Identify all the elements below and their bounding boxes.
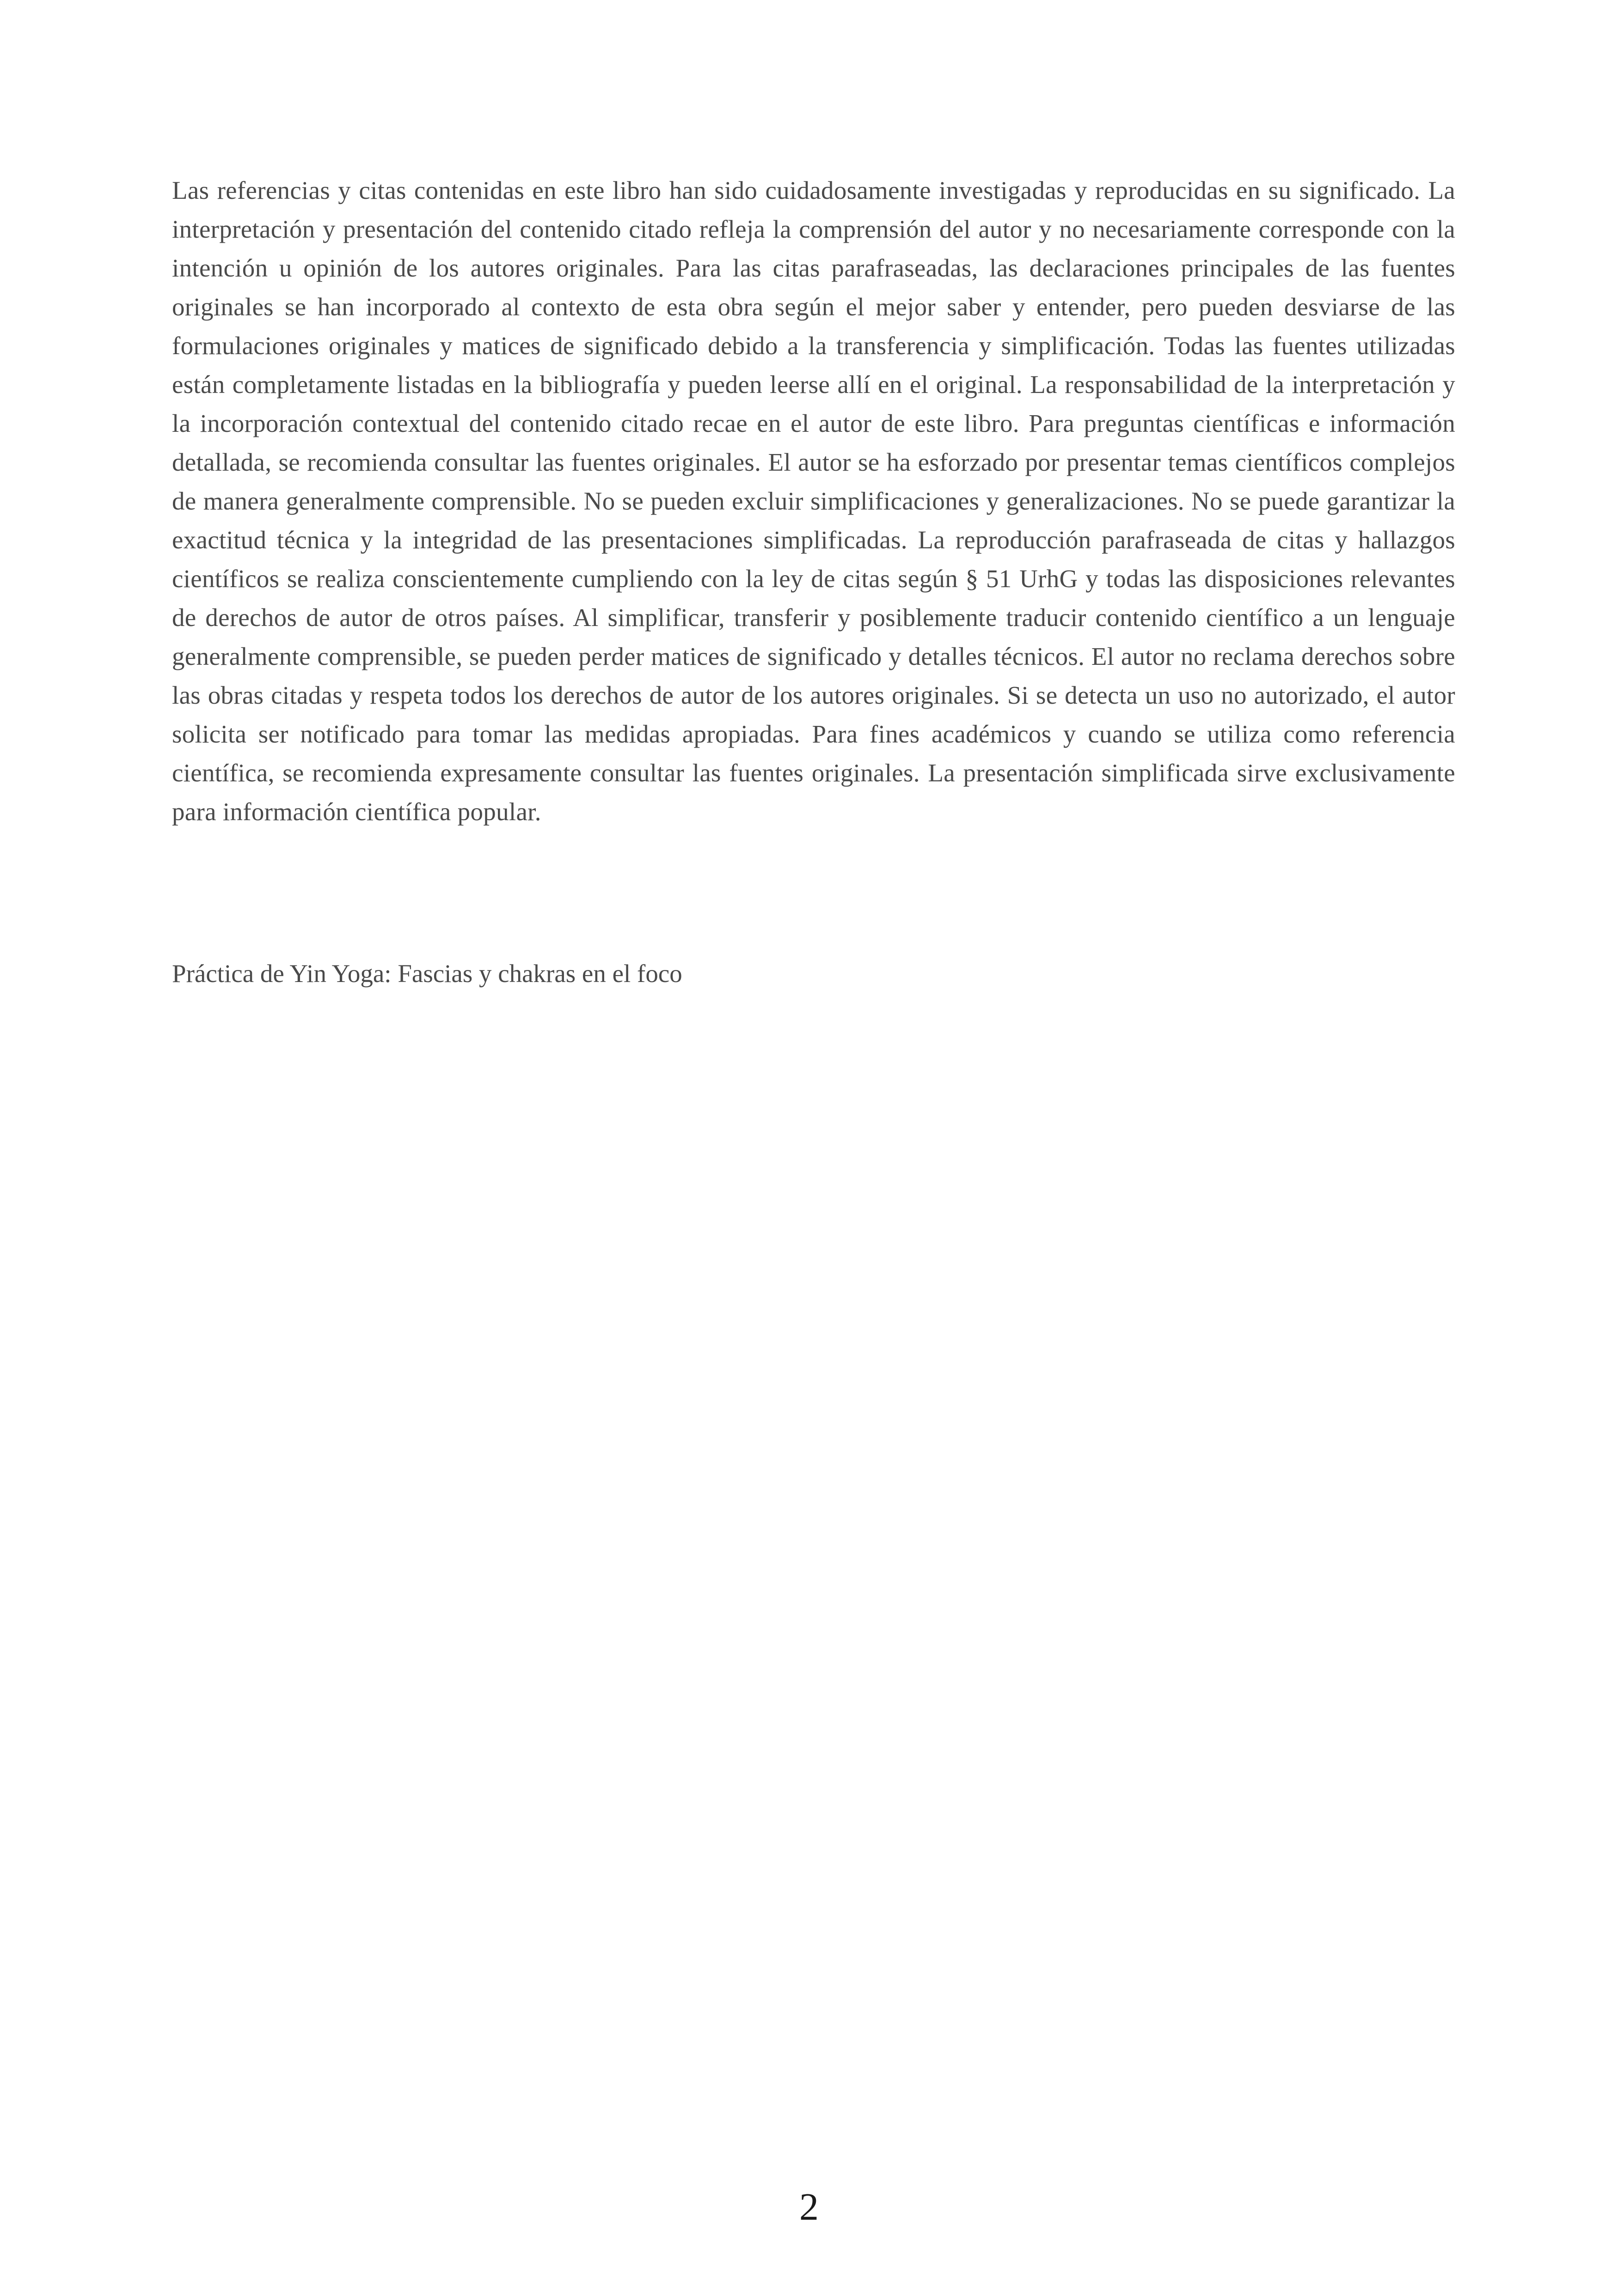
disclaimer-paragraph: Las referencias y citas contenidas en este libro han sido cuidadosamente investigadas y reproducidas en su significado. La interpretación y presentación del contenido citado refleja la comprensión del autor y no necesariamente corresponde con la intención u opinión de los autores originales. Para las citas parafraseadas, las declaraciones principales de las fuentes originales se han incorporado al contexto de esta obra según el mejor saber y entender, pero pueden desviarse de las formulaciones originales y matices de significado debido a la transferencia y simplificación. Todas las fuentes utilizadas están completamente listadas en la bibliografía y pueden leerse allí en el original. La responsabilidad de la interpretación y la incorporación contextual del contenido citado recae en el autor de este libro. Para preguntas científicas e información detallada, se recomienda consultar las fuentes originales. El autor se ha esforzado por presentar temas científicos complejos de manera generalmente comprensible. No se pueden excluir simplificaciones y generalizaciones. No se puede garantizar la exactitud técnica y la integridad de las presentaciones simplificadas. La reproducción parafraseada de citas y hallazgos científicos se realiza conscientemente cumpliendo con la ley de citas según § 51 UrhG y todas las disposiciones relevantes de derechos de autor de otros países. Al simplificar, transferir y posiblemente traducir contenido científico a un lenguaje generalmente comprensible, se pueden perder matices de significado y detalles técnicos. El autor no reclama derechos sobre las obras citadas y respeta todos los derechos de autor de los autores originales. Si se detecta un uso no autorizado, el autor solicita ser notificado para tomar las medidas apropiadas. Para fines académicos y cuando se utiliza como referencia científica, se recomienda expresamente consultar las fuentes originales. La presentación simplificada sirve exclusivamente para información científica popular.: [172, 176, 1455, 826]
book-title-line: Práctica de Yin Yoga: Fascias y chakras en el foco: [172, 959, 682, 988]
page-number: 2: [799, 2185, 819, 2228]
